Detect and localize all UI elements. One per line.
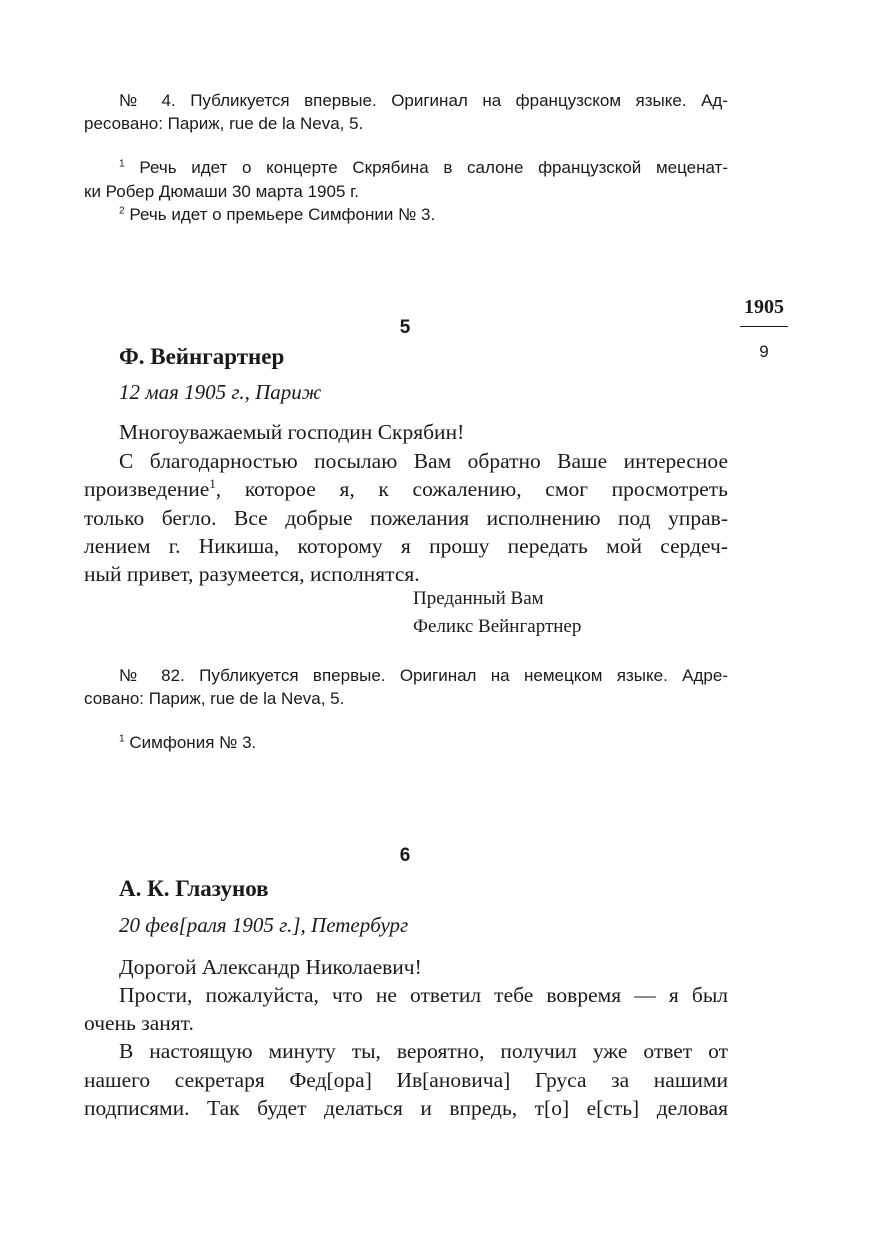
footnote-text: Речь идет о концерте Скрябина в салоне французской меценат- [139,158,729,177]
footnote-text: Речь идет о премьере Симфонии № 3. [129,205,436,224]
signature: Феликс Вейнгартнер [413,616,582,637]
body-line: ный привет, разумеется, исполнятся. [84,562,420,586]
body-line: В настоящую минуту ты, вероятно, получил уже ответ от [119,1039,728,1063]
footnote-1 [119,731,763,755]
footnote-1-cont: ки Робер Дюмаши 30 марта 1905 г. [84,182,359,201]
margin-page-number: 9 [759,342,769,361]
salutation: Дорогой Александр Николаевич! [119,955,422,979]
letter-number: 5 [399,317,411,338]
footnote-mark: 1 [119,158,125,170]
margin-year: 1905 [744,296,784,318]
body-line: только бегло. Все добрые пожелания исполнению под управ- [84,506,728,530]
body-text: , которое я, к сожалению, смог просмотреть [215,477,728,501]
footnote-2 [119,203,763,227]
body-line: Прости, пожалуйста, что не ответил тебе вовремя — я был [119,983,728,1007]
letter-date: 12 мая 1905 г., Париж [119,380,322,404]
footnote-mark: 1 [119,733,125,745]
body-line: С благодарностью посылаю Вам обратно Ваше интересное [119,449,728,473]
body-line: очень занят. [84,1011,194,1035]
body-line [84,477,728,502]
closing: Преданный Вам [413,588,544,609]
salutation: Многоуважаемый господин Скрябин! [119,420,465,444]
body-line: нашего секретаря Фед[ора] Ив[ановича] Груса за нашими [84,1068,728,1092]
body-text: произведение [84,477,210,501]
source-line: совано: Париж, rue de la Neva, 5. [84,689,345,708]
source-line: № 82. Публикуется впервые. Оригинал на немецком языке. Адре- [119,666,728,685]
letter-author: А. К. Глазунов [119,876,269,901]
body-line: подписями. Так будет делаться и впредь, т[о] е[сть] деловая [84,1096,728,1120]
margin-rule [740,326,788,327]
footnote-mark: 2 [119,205,125,217]
body-line: лением г. Никиша, которому я прошу передать мой сердеч- [84,534,728,558]
source-line: ресовано: Париж, rue de la Neva, 5. [84,114,364,133]
letter-author: Ф. Вейнгартнер [119,344,285,369]
letter-date: 20 фев[раля 1905 г.], Петербург [119,913,409,937]
letter-number: 6 [399,845,411,866]
footnote-text: Симфония № 3. [129,733,257,752]
footnote-mark: 1 [209,476,216,491]
source-line: № 4. Публикуется впервые. Оригинал на французском языке. Ад- [119,91,728,110]
footnote-1 [119,156,728,180]
